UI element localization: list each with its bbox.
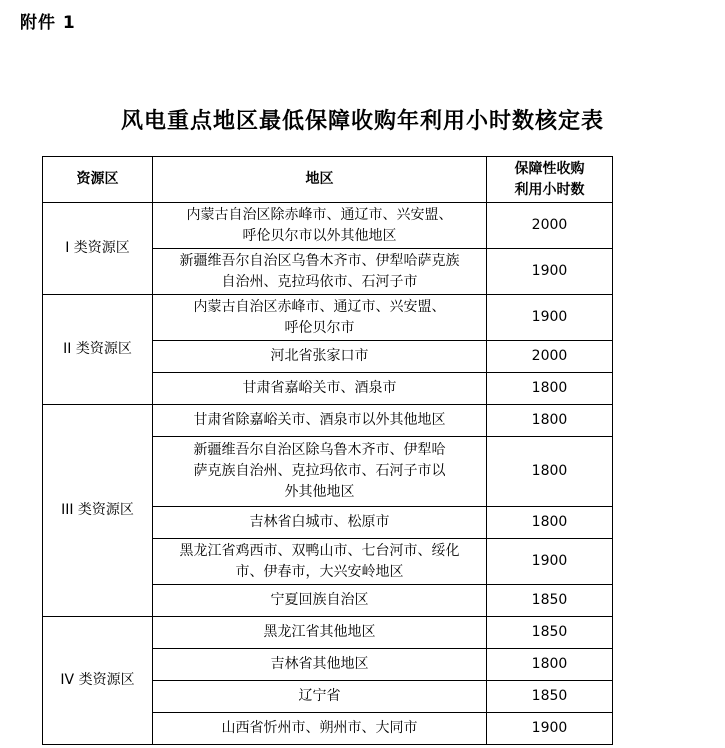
header-area: 地区 — [153, 157, 487, 203]
hours-cell: 1800 — [487, 373, 613, 405]
area-cell — [153, 341, 487, 373]
area-line: 黑龙江省鸡西市、双鸭山市、七台河市、绥化 — [179, 542, 460, 559]
area-line: 甘肃省嘉峪关市、酒泉市 — [242, 380, 397, 396]
attachment-label: 附件 1 — [20, 13, 76, 33]
header-hours-line: 利用小时数 — [514, 181, 585, 198]
area-line: 市、伊春市，大兴安岭地区 — [235, 563, 404, 580]
area-cell — [153, 203, 487, 249]
document-title: 风电重点地区最低保障收购年利用小时数核定表 — [120, 109, 604, 134]
table-header-row — [43, 157, 613, 203]
table-row — [43, 617, 613, 649]
header-hours — [487, 157, 613, 203]
area-line: 自治州、克拉玛依市、石河子市 — [221, 273, 418, 290]
area-line: 内蒙古自治区除赤峰市、通辽市、兴安盟、 — [186, 206, 453, 223]
area-line: 呼伦贝尔市以外其他地区 — [242, 227, 397, 244]
hours-cell: 1800 — [487, 405, 613, 437]
area-cell — [153, 373, 487, 405]
area-line: 宁夏回族自治区 — [270, 592, 369, 608]
hours-cell: 1850 — [487, 585, 613, 617]
hours-cell: 1850 — [487, 681, 613, 713]
area-cell — [153, 405, 487, 437]
area-cell — [153, 295, 487, 341]
area-line: 山西省忻州市、朔州市、大同市 — [221, 720, 418, 736]
hours-cell: 1800 — [487, 437, 613, 507]
area-line: 吉林省白城市、松原市 — [249, 514, 390, 530]
area-cell — [153, 539, 487, 585]
area-line: 辽宁省 — [298, 688, 341, 704]
area-line: 河北省张家口市 — [270, 348, 369, 364]
hours-cell: 2000 — [487, 203, 613, 249]
area-cell — [153, 617, 487, 649]
area-line: 内蒙古自治区赤峰市、通辽市、兴安盟、 — [193, 298, 446, 315]
area-line: 黑龙江省其他地区 — [263, 624, 376, 640]
area-cell — [153, 249, 487, 295]
zone-cell: I 类资源区 — [43, 203, 153, 295]
area-cell — [153, 437, 487, 507]
zone-cell: II 类资源区 — [43, 295, 153, 405]
table-body — [43, 203, 613, 745]
header-hours-line: 保障性收购 — [514, 160, 585, 177]
area-cell — [153, 681, 487, 713]
area-cell — [153, 507, 487, 539]
area-line: 萨克族自治州、克拉玛依市、石河子市以 — [193, 463, 446, 479]
area-line: 甘肃省除嘉峪关市、酒泉市以外其他地区 — [193, 412, 446, 428]
hours-cell: 1900 — [487, 539, 613, 585]
area-cell — [153, 649, 487, 681]
area-cell — [153, 713, 487, 745]
area-line: 吉林省其他地区 — [270, 656, 369, 672]
hours-cell: 1900 — [487, 713, 613, 745]
zone-cell: IV 类资源区 — [43, 617, 153, 745]
area-line: 新疆维吾尔自治区乌鲁木齐市、伊犁哈萨克族 — [179, 252, 460, 269]
area-line: 呼伦贝尔市 — [284, 319, 355, 336]
hours-cell: 1900 — [487, 249, 613, 295]
hours-cell: 1850 — [487, 617, 613, 649]
quota-table — [42, 156, 613, 745]
table-row — [43, 295, 613, 341]
area-line: 新疆维吾尔自治区除乌鲁木齐市、伊犁哈 — [193, 442, 446, 458]
zone-cell: III 类资源区 — [43, 405, 153, 617]
table-row — [43, 203, 613, 249]
hours-cell: 1800 — [487, 507, 613, 539]
table-row — [43, 405, 613, 437]
hours-cell: 1900 — [487, 295, 613, 341]
area-cell — [153, 585, 487, 617]
hours-cell: 2000 — [487, 341, 613, 373]
header-zone: 资源区 — [43, 157, 153, 203]
hours-cell: 1800 — [487, 649, 613, 681]
area-line: 外其他地区 — [284, 484, 355, 500]
